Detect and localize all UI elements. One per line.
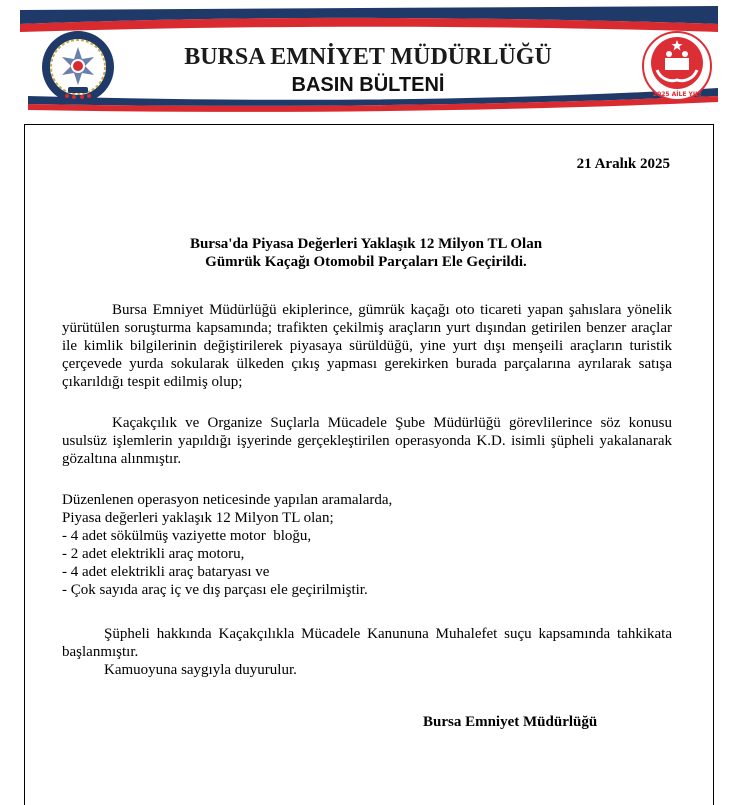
paragraph-investigation-start: Şüpheli hakkında Kaçakçılıkla Mücadele Kanununa Muhalefet suçu kapsamında tahkikata başlanmıştır. bbox=[62, 626, 672, 660]
seized-items-list bbox=[62, 491, 392, 599]
list-item: - 4 adet elektrikli araç bataryası ve bbox=[62, 564, 270, 580]
document-headline bbox=[0, 235, 732, 271]
paragraph-operation: Kaçakçılık ve Organize Suçlarla Mücadele Şube Müdürlüğü görevlilerince söz konusu usulsüz işlemlerin yapıldığı işyerinde gerçekleştirilen operasyonda K.D. isimli şüpheli yakalanarak gözaltına alınmıştır. bbox=[62, 415, 672, 467]
paragraph-investigation: Bursa Emniyet Müdürlüğü ekiplerince, gümrük kaçağı oto ticareti yapan şahıslara yönelik yürütülen soruşturma kapsamında; trafikten çekilmiş araçların yurt dışından getirilen benzer araçlar ile kimlik bilgilerinin değiştirilerek piyasaya sürüldüğü, yine yurt dışı menşeili araçların turistik çerçevede yurda sokularak ülkeden çıkış yapması gerekirken burada parçalarına ayrılarak satışa çıkarıldığı tespit edilmiş olup; bbox=[62, 302, 672, 390]
list-item: Piyasa değerleri yaklaşık 12 Milyon TL olan; bbox=[62, 510, 334, 526]
signature: Bursa Emniyet Müdürlüğü bbox=[423, 714, 598, 730]
header-title: BURSA EMNİYET MÜDÜRLÜĞÜ bbox=[184, 44, 552, 70]
list-item: Düzenlenen operasyon neticesinde yapılan aramalarda, bbox=[62, 492, 393, 508]
document-date: 21 Aralık 2025 bbox=[576, 156, 670, 172]
header-subtitle: BASIN BÜLTENİ bbox=[291, 74, 445, 96]
list-item: - 2 adet elektrikli araç motoru, bbox=[62, 546, 245, 562]
list-item: - 4 adet sökülmüş vaziyette motor bloğu, bbox=[62, 528, 312, 544]
header-banner bbox=[18, 2, 718, 114]
headline-line: Gümrük Kaçağı Otomobil Parçaları Ele Geçirildi. bbox=[205, 254, 527, 270]
family-year-emblem-icon bbox=[641, 30, 713, 102]
closing-statement: Kamuoyuna saygıyla duyurulur. bbox=[104, 662, 297, 678]
list-item: - Çok sayıda araç iç ve dış parçası ele geçirilmiştir. bbox=[62, 582, 368, 598]
svg-text:2025 AİLE YILI: 2025 AİLE YILI bbox=[652, 91, 702, 98]
headline-line: Bursa'da Piyasa Değerleri Yaklaşık 12 Milyon TL Olan bbox=[189, 236, 543, 252]
